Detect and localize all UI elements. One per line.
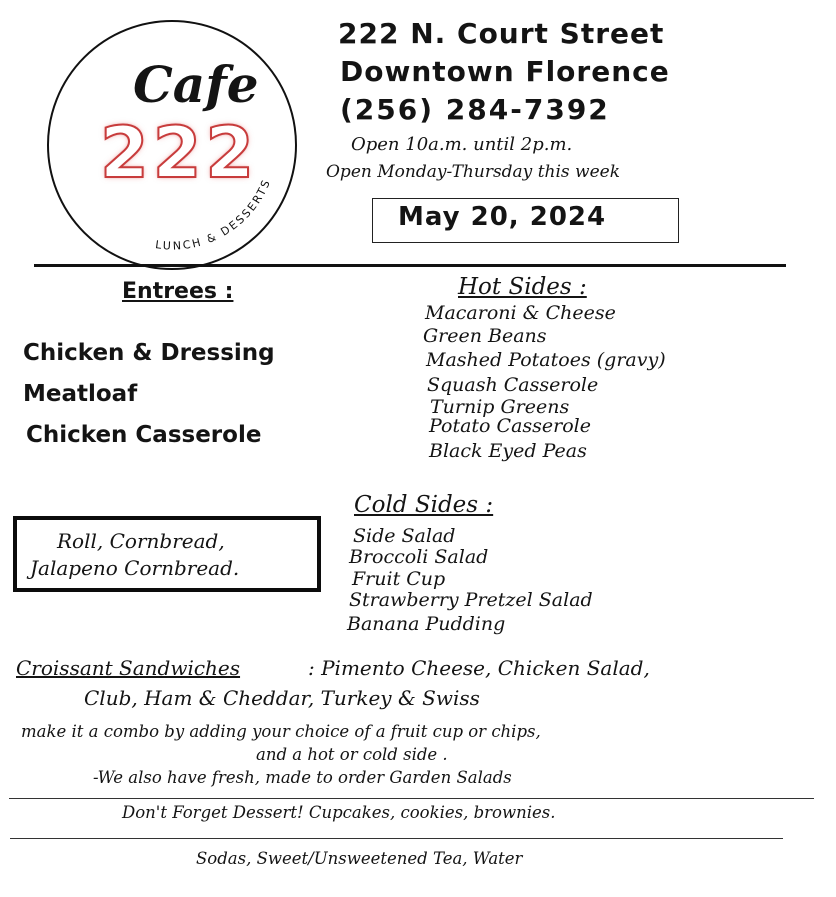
breads-line: Jalapeno Cornbread. bbox=[30, 556, 240, 580]
dessert-note: Don't Forget Dessert! Cupcakes, cookies, brownies. bbox=[122, 803, 556, 822]
header-divider bbox=[34, 264, 786, 267]
drinks-note: Sodas, Sweet/Unsweetened Tea, Water bbox=[196, 849, 523, 868]
cold-side-item: Banana Pudding bbox=[347, 613, 506, 635]
entree-item: Chicken Casserole bbox=[26, 422, 262, 448]
opening-days: Open Monday-Thursday this week bbox=[326, 162, 621, 182]
croissant-heading: Croissant Sandwiches bbox=[16, 656, 241, 680]
croissant-options: Club, Ham & Cheddar, Turkey & Swiss bbox=[84, 686, 480, 710]
hot-sides-heading: Hot Sides : bbox=[458, 274, 587, 300]
entree-item: Meatloaf bbox=[23, 381, 138, 407]
entree-item: Chicken & Dressing bbox=[23, 340, 275, 366]
hot-side-item: Potato Casserole bbox=[429, 415, 591, 437]
divider bbox=[9, 798, 814, 799]
combo-note: make it a combo by adding your choice of a fruit cup or chips, bbox=[21, 722, 541, 741]
menu-date: May 20, 2024 bbox=[398, 202, 607, 232]
garden-salads-note: -We also have fresh, made to order Garden Salads bbox=[93, 768, 512, 787]
address-city: Downtown Florence bbox=[340, 55, 670, 88]
hot-side-item: Green Beans bbox=[423, 325, 547, 347]
hot-side-item: Macaroni & Cheese bbox=[425, 302, 616, 324]
opening-hours: Open 10a.m. until 2p.m. bbox=[351, 134, 573, 155]
hot-side-item: Black Eyed Peas bbox=[429, 440, 587, 462]
cold-side-item: Strawberry Pretzel Salad bbox=[349, 589, 593, 611]
cold-side-item: Side Salad bbox=[353, 525, 456, 547]
combo-note: and a hot or cold side . bbox=[256, 745, 448, 764]
breads-line: Roll, Cornbread, bbox=[57, 529, 225, 553]
divider bbox=[10, 838, 783, 839]
cold-sides-heading: Cold Sides : bbox=[354, 492, 494, 518]
cold-side-item: Fruit Cup bbox=[352, 568, 446, 590]
croissant-options: : Pimento Cheese, Chicken Salad, bbox=[308, 656, 650, 680]
hot-side-item: Turnip Greens bbox=[430, 396, 570, 418]
cold-side-item: Broccoli Salad bbox=[349, 546, 489, 568]
hot-side-item: Mashed Potatoes (gravy) bbox=[426, 349, 666, 371]
phone-number: (256) 284-7392 bbox=[340, 93, 610, 126]
logo-cafe-text: Cafe bbox=[133, 55, 259, 114]
address-street: 222 N. Court Street bbox=[338, 17, 665, 50]
breads-box bbox=[13, 516, 321, 592]
logo-tagline: LUNCH & DESSERTS bbox=[154, 176, 274, 253]
entrees-heading: Entrees : bbox=[122, 279, 234, 304]
logo-number: 222 bbox=[100, 112, 259, 194]
hot-side-item: Squash Casserole bbox=[427, 374, 599, 396]
